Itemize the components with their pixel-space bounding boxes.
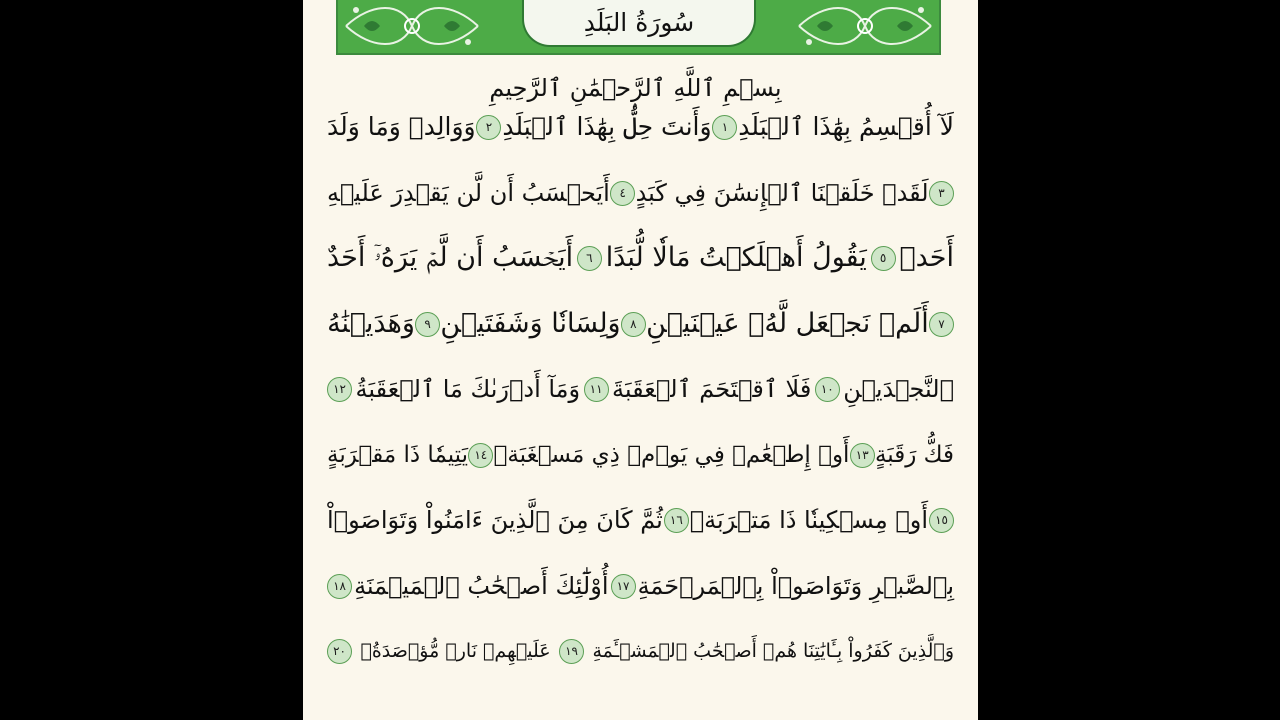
verse-text: أُوْلَٰٓئِكَ أَصۡحَٰبُ ٱلۡمَيۡمَنَةِ (354, 572, 609, 600)
verse-text: بِٱلصَّبۡرِ وَتَوَاصَوۡاْ بِٱلۡمَرۡحَمَةِ (637, 572, 954, 600)
verse-text: يَتِيمٗا ذَا مَقۡرَبَةٍ (327, 442, 469, 468)
ayah-number-marker: ٦ (577, 246, 602, 271)
ayah-number-marker: ٨ (621, 312, 646, 337)
ayah-number-marker: ٢ (476, 115, 501, 140)
verse-line (327, 101, 954, 153)
verse-text: وَلِسَانٗا وَشَفَتَيۡنِ (440, 308, 621, 339)
basmala: بِسۡمِ ٱللَّهِ ٱلرَّحۡمَٰنِ ٱلرَّحِيمِ (489, 74, 782, 102)
ayah-number-marker: ١٤ (468, 443, 493, 468)
ayah-number-marker: ١٥ (929, 508, 954, 533)
ayah-number-marker: ٢٠ (327, 639, 352, 664)
verse-line (327, 560, 954, 612)
verse-text: أَيَحۡسَبُ أَن لَّن يَقۡدِرَ عَلَيۡهِ (327, 179, 610, 207)
ayah-number-marker: ١٦ (664, 508, 689, 533)
ayah-number-marker: ٩ (415, 312, 440, 337)
verse-line (327, 494, 954, 546)
verse-text: وَمَآ أَدۡرَىٰكَ مَا ٱلۡعَقَبَةُ (355, 375, 581, 403)
verse-text: ثُمَّ كَانَ مِنَ ٱلَّذِينَ ءَامَنُواْ وَتَوَاصَوۡاْ (327, 506, 663, 534)
ayah-number-marker: ٤ (610, 181, 635, 206)
ayah-number-marker: ٧ (929, 312, 954, 337)
verse-text: لَقَدۡ خَلَقۡنَا ٱلۡإِنسَٰنَ فِي كَبَدٍ (635, 179, 929, 207)
verse-line (327, 232, 954, 284)
verse-line (327, 298, 954, 350)
verse-text: أَيَحۡسَبُ أَن لَّمۡ يَرَهُۥٓ أَحَدٌ (327, 242, 574, 273)
verse-text: فَكُّ رَقَبَةٍ (874, 442, 954, 468)
ayah-number-marker: ١ (712, 115, 737, 140)
verse-line (327, 363, 954, 415)
ayah-number-marker: ١٠ (815, 377, 840, 402)
ayah-number-marker: ١٨ (327, 574, 352, 599)
verse-text: ٱلنَّجۡدَيۡنِ (843, 375, 954, 403)
verse-line (327, 429, 954, 481)
verse-line (327, 167, 954, 219)
floral-ornament-icon (342, 0, 482, 53)
verse-line (327, 625, 954, 677)
surah-header-frame (336, 0, 941, 55)
ayah-number-marker: ١٩ (559, 639, 584, 664)
ayah-number-marker: ٣ (929, 181, 954, 206)
ayah-number-marker: ١١ (584, 377, 609, 402)
surah-title-cartouche (522, 0, 756, 47)
verse-text: أَوۡ إِطۡعَٰمٞ فِي يَوۡمٖ ذِي مَسۡغَبَةٖ (493, 442, 850, 468)
verse-text: وَٱلَّذِينَ كَفَرُواْ بِـَٔايَٰتِنَا هُمۡ أَصۡحَٰبُ ٱلۡمَشۡـَٔمَةِ (592, 640, 954, 662)
verse-text: عَلَيۡهِمۡ نَارٞ مُّؤۡصَدَةُۢ (360, 640, 551, 662)
ayah-number-marker: ١٣ (850, 443, 875, 468)
surah-title: سُورَةُ البَلَدِ (583, 8, 695, 37)
ayah-number-marker: ٥ (871, 246, 896, 271)
verse-text: يَقُولُ أَهۡلَكۡتُ مَالٗا لُّبَدًا (605, 242, 867, 273)
verse-text: وَأَنتَ حِلُّۢ بِهَٰذَا ٱلۡبَلَدِ (502, 112, 712, 141)
verse-text: أَلَمۡ نَجۡعَل لَّهُۥ عَيۡنَيۡنِ (646, 308, 929, 339)
ayah-number-marker: ١٧ (611, 574, 636, 599)
floral-ornament-icon (795, 0, 935, 53)
ayah-number-marker: ١٢ (327, 377, 352, 402)
verse-text: وَوَالِدٖ وَمَا وَلَدَ (327, 112, 476, 141)
verse-text: وَهَدَيۡنَٰهُ (327, 308, 415, 339)
verse-text: لَآ أُقۡسِمُ بِهَٰذَا ٱلۡبَلَدِ (738, 112, 954, 141)
verse-text: أَوۡ مِسۡكِينٗا ذَا مَتۡرَبَةٖ (689, 506, 929, 534)
verse-text: أَحَدٞ (899, 242, 954, 273)
mushaf-page (303, 0, 978, 720)
verse-text: فَلَا ٱقۡتَحَمَ ٱلۡعَقَبَةَ (612, 375, 812, 403)
